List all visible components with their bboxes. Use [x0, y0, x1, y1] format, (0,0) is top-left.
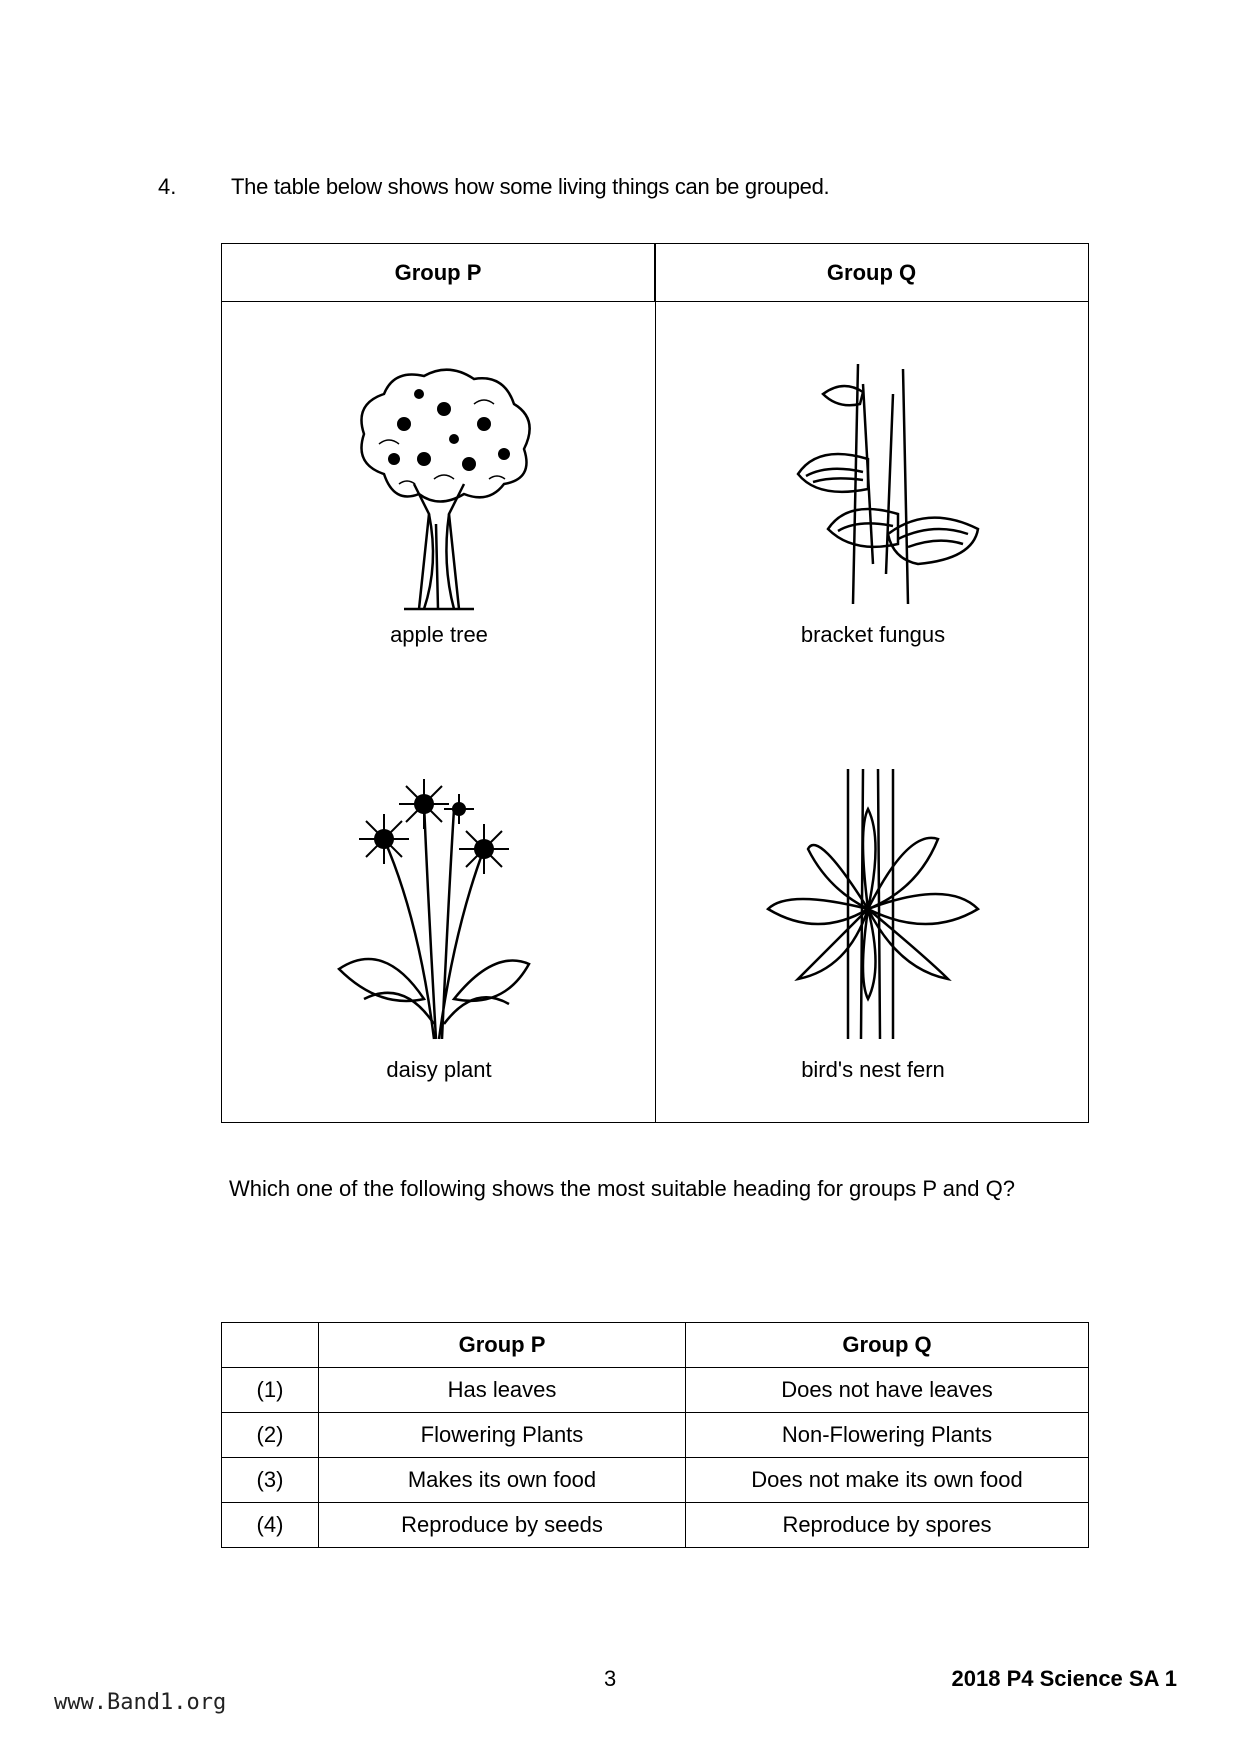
option-q: Non-Flowering Plants: [686, 1413, 1089, 1458]
option-p: Flowering Plants: [319, 1413, 686, 1458]
option-num: (1): [222, 1368, 319, 1413]
option-row-1[interactable]: [222, 1368, 1089, 1413]
group-p-header: Group P: [222, 244, 655, 302]
watermark: www.Band1.org: [54, 1690, 227, 1715]
option-row-3[interactable]: [222, 1458, 1089, 1503]
options-header-row: [222, 1323, 1089, 1368]
option-num: (4): [222, 1503, 319, 1548]
label-apple-tree: apple tree: [390, 622, 488, 647]
label-daisy-plant: daisy plant: [386, 1057, 492, 1082]
cell-birds-nest-fern: [656, 769, 1090, 1083]
daisy-plant-icon: [324, 769, 554, 1049]
option-p: Reproduce by seeds: [319, 1503, 686, 1548]
option-row-2[interactable]: [222, 1413, 1089, 1458]
apple-tree-icon: [324, 364, 554, 614]
option-q: Reproduce by spores: [686, 1503, 1089, 1548]
label-bracket-fungus: bracket fungus: [800, 622, 946, 647]
question-number: 4.: [158, 174, 177, 199]
grouping-table: [221, 243, 1089, 1123]
option-q: Does not make its own food: [686, 1458, 1089, 1503]
option-q: Does not have leaves: [686, 1368, 1089, 1413]
option-p: Makes its own food: [319, 1458, 686, 1503]
label-birds-nest-fern: bird's nest fern: [801, 1057, 945, 1082]
option-row-4[interactable]: [222, 1503, 1089, 1548]
option-num: (3): [222, 1458, 319, 1503]
options-header-num: [222, 1323, 319, 1368]
cell-daisy-plant: [222, 769, 656, 1083]
birds-nest-fern-icon: [758, 769, 988, 1049]
page-number: 3: [604, 1666, 617, 1691]
option-num: (2): [222, 1413, 319, 1458]
options-table: [221, 1322, 1089, 1548]
options-header-q: Group Q: [686, 1323, 1089, 1368]
cell-apple-tree: [222, 364, 656, 648]
option-p: Has leaves: [319, 1368, 686, 1413]
question-text: The table below shows how some living things can be grouped.: [231, 174, 830, 199]
cell-bracket-fungus: [656, 364, 1090, 648]
question-prompt: Which one of the following shows the most suitable heading for groups P and Q?: [229, 1176, 1015, 1201]
group-q-header: Group Q: [655, 244, 1088, 302]
footer-title: 2018 P4 Science SA 1: [951, 1666, 1177, 1691]
options-header-p: Group P: [319, 1323, 686, 1368]
bracket-fungus-icon: [758, 364, 988, 614]
